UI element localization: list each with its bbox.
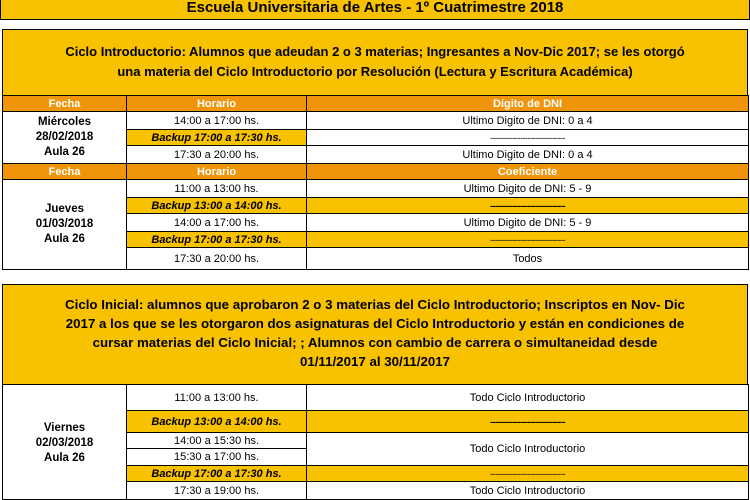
schedule-table-ciclo-inicial xyxy=(2,384,749,500)
date-room: Aula 26 xyxy=(44,452,85,464)
horario-cell: 17:30 a 20:00 hs. xyxy=(127,248,307,270)
table-header-row xyxy=(3,96,749,112)
horario-cell: 15:30 a 17:00 hs. xyxy=(127,449,307,466)
section-heading-line: cursar materias del Ciclo Inicial; ; Alumnos con cambio de carrera o simultaneidad desde xyxy=(92,335,658,350)
criterio-cell: Todos xyxy=(307,248,749,270)
criterio-cell-empty: ------------------------------ xyxy=(307,411,749,433)
criterio-cell: Todo Ciclo Introductorio xyxy=(307,385,749,411)
criterio-cell: Ultimo Digito de DNI: 0 a 4 xyxy=(307,112,749,130)
section-heading-line: 01/11/2017 al 30/11/2017 xyxy=(299,354,451,369)
criterio-cell-empty: ------------------------------ xyxy=(307,466,749,482)
section-heading-line: 2017 a los que se les otorgaron dos asignaturas del Ciclo Introductorio y están en condiciones de xyxy=(65,316,685,331)
section-heading-ciclo-introductorio xyxy=(2,29,748,95)
column-header-fecha: Fecha xyxy=(3,96,127,112)
column-header-fecha: Fecha xyxy=(3,164,127,180)
date-day: Viernes xyxy=(43,422,86,434)
date-room: Aula 26 xyxy=(44,233,85,245)
date-day: Miércoles xyxy=(37,116,92,128)
section-heading-line: Ciclo Introductorio: Alumnos que adeudan 2 o 3 materias; Ingresantes a Nov-Dic 2017; se les otorgó xyxy=(65,44,685,59)
criterio-cell: Ultimo Digito de DNI: 5 - 9 xyxy=(307,214,749,232)
horario-cell: 14:00 a 15:30 hs. xyxy=(127,433,307,449)
date-room: Aula 26 xyxy=(44,146,85,158)
horario-cell: 14:00 a 17:00 hs. xyxy=(127,214,307,232)
criterio-cell-empty: ------------------------------ xyxy=(307,232,749,248)
page-title: Escuela Universitaria de Artes - 1º Cuatrimestre 2018 xyxy=(0,0,750,20)
criterio-cell-empty: ------------------------------ xyxy=(307,198,749,214)
horario-cell: 17:30 a 20:00 hs. xyxy=(127,146,307,164)
horario-cell-backup: Backup 17:00 a 17:30 hs. xyxy=(127,466,307,482)
horario-cell: 11:00 a 13:00 hs. xyxy=(127,180,307,198)
date-value: 28/02/2018 xyxy=(35,131,94,143)
table-row xyxy=(3,385,749,411)
criterio-cell-empty: ------------------------------ xyxy=(307,130,749,146)
date-day: Jueves xyxy=(44,203,84,215)
date-cell-jueves xyxy=(3,180,127,270)
date-cell-miercoles xyxy=(3,112,127,164)
column-header-dni: Dígito de DNI xyxy=(307,96,749,112)
section-heading-line: una materia del Ciclo Introductorio por Resolución (Lectura y Escritura Académica) xyxy=(117,64,633,79)
column-header-horario: Horario xyxy=(127,96,307,112)
horario-cell: 17:30 a 19:00 hs. xyxy=(127,482,307,500)
table-header-row xyxy=(3,164,749,180)
criterio-cell: Todo Ciclo Introductorio xyxy=(307,433,749,466)
column-header-coeficiente: Coeficiente xyxy=(307,164,749,180)
criterio-cell: Ultimo Digito de DNI: 0 a 4 xyxy=(307,146,749,164)
schedule-table-ciclo-introductorio xyxy=(2,95,749,270)
section-heading-ciclo-inicial xyxy=(2,284,748,384)
date-value: 01/03/2018 xyxy=(35,218,94,230)
horario-cell: 14:00 a 17:00 hs. xyxy=(127,112,307,130)
section-heading-line: Ciclo Inicial: alumnos que aprobaron 2 o 3 materias del Ciclo Introductorio; Inscriptos en Nov- Dic xyxy=(65,297,685,312)
criterio-cell: Todo Ciclo Introductorio xyxy=(307,482,749,500)
table-row xyxy=(3,112,749,130)
horario-cell: 11:00 a 13:00 hs. xyxy=(127,385,307,411)
horario-cell-backup: Backup 17:00 a 17:30 hs. xyxy=(127,130,307,146)
horario-cell-backup: Backup 13:00 a 14:00 hs. xyxy=(127,411,307,433)
column-header-horario: Horario xyxy=(127,164,307,180)
horario-cell-backup: Backup 17:00 a 17:30 hs. xyxy=(127,232,307,248)
date-value: 02/03/2018 xyxy=(35,437,94,449)
horario-cell-backup: Backup 13:00 a 14:00 hs. xyxy=(127,198,307,214)
table-row xyxy=(3,180,749,198)
date-cell-viernes xyxy=(3,385,127,500)
criterio-cell: Ultimo Digito de DNI: 5 - 9 xyxy=(307,180,749,198)
